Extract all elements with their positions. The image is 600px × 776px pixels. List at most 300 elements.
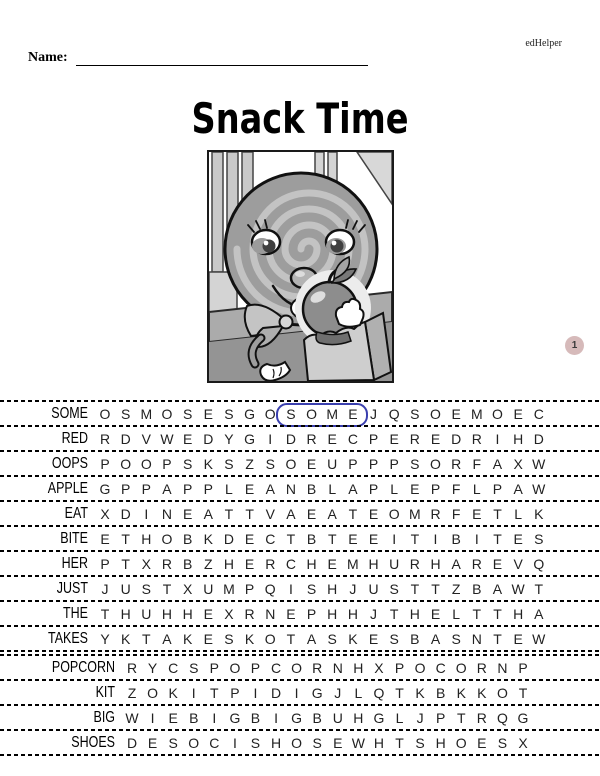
grid-letter: S bbox=[182, 455, 193, 472]
grid-letter: E bbox=[100, 530, 110, 547]
grid-letter: P bbox=[368, 480, 379, 497]
grid-letter: J bbox=[416, 709, 424, 726]
letter-grid-row bbox=[98, 506, 546, 522]
grid-letter: I bbox=[232, 734, 237, 751]
grid-letter: E bbox=[203, 405, 213, 422]
grid-letter: Z bbox=[245, 455, 254, 472]
grid-letter: A bbox=[265, 480, 275, 497]
grid-letter: H bbox=[435, 734, 446, 751]
grid-letter: D bbox=[120, 430, 131, 447]
grid-letter: P bbox=[100, 455, 110, 472]
grid-letter: E bbox=[451, 405, 461, 422]
word-search-table-1 bbox=[0, 402, 600, 652]
grid-letter: H bbox=[409, 605, 420, 622]
grid-letter: W bbox=[125, 709, 139, 726]
grid-letter: S bbox=[451, 630, 461, 647]
grid-letter: L bbox=[354, 684, 363, 701]
grid-letter: H bbox=[430, 555, 441, 572]
grid-letter: T bbox=[493, 530, 502, 547]
grid-letter: A bbox=[513, 480, 523, 497]
grid-letter: P bbox=[209, 659, 219, 676]
word-row bbox=[0, 452, 600, 475]
grid-letter: G bbox=[517, 709, 529, 726]
grid-letter: T bbox=[472, 605, 482, 622]
grid-letter: L bbox=[225, 480, 233, 497]
word-label: SOME bbox=[51, 404, 88, 422]
grid-letter: A bbox=[306, 630, 317, 647]
grid-letter: C bbox=[435, 659, 446, 676]
grid-letter: U bbox=[327, 455, 338, 472]
grid-letter: D bbox=[126, 734, 138, 751]
word-row bbox=[0, 502, 600, 525]
grid-letter: X bbox=[518, 734, 528, 751]
grid-letter: I bbox=[294, 684, 299, 701]
grid-letter: S bbox=[224, 630, 234, 647]
word-search bbox=[0, 400, 600, 756]
word-search-table-2 bbox=[0, 656, 600, 756]
grid-letter: H bbox=[513, 430, 524, 447]
grid-letter: T bbox=[493, 605, 502, 622]
grid-letter: R bbox=[161, 555, 173, 572]
grid-letter: T bbox=[210, 684, 219, 701]
grid-letter: Q bbox=[264, 580, 276, 597]
grid-letter: N bbox=[332, 659, 343, 676]
grid-letter: P bbox=[368, 455, 379, 472]
grid-letter: I bbox=[253, 684, 258, 701]
grid-letter: O bbox=[455, 734, 467, 751]
grid-letter: F bbox=[451, 480, 461, 497]
grid-letter: A bbox=[534, 605, 544, 622]
grid-letter: J bbox=[370, 605, 378, 622]
grid-letter: H bbox=[353, 659, 364, 676]
page-title: Snack Time bbox=[191, 94, 409, 143]
page-number-badge: 1 bbox=[565, 336, 584, 355]
grid-letter: R bbox=[312, 659, 323, 676]
grid-letter: O bbox=[229, 659, 241, 676]
grid-letter: E bbox=[327, 430, 337, 447]
grid-letter: T bbox=[162, 580, 172, 597]
grid-letter: H bbox=[327, 580, 338, 597]
grid-letter: K bbox=[456, 684, 466, 701]
grid-letter: O bbox=[455, 659, 467, 676]
grid-letter: M bbox=[470, 405, 483, 422]
grid-letter: N bbox=[285, 480, 296, 497]
grid-letter: K bbox=[168, 684, 178, 701]
grid-letter: O bbox=[414, 659, 426, 676]
grid-letter: O bbox=[388, 505, 400, 522]
grid-letter: T bbox=[518, 684, 528, 701]
grid-letter: Y bbox=[100, 630, 110, 647]
grid-letter: T bbox=[142, 630, 151, 647]
word-label: KIT bbox=[95, 683, 115, 701]
grid-letter: C bbox=[347, 430, 358, 447]
grid-letter: A bbox=[348, 480, 358, 497]
grid-letter: H bbox=[368, 555, 379, 572]
grid-letter: O bbox=[306, 405, 317, 422]
grid-letter: Q bbox=[388, 405, 400, 422]
grid-letter: X bbox=[224, 605, 234, 622]
grid-letter: B bbox=[189, 709, 199, 726]
grid-letter: R bbox=[306, 430, 317, 447]
grid-letter: C bbox=[168, 659, 179, 676]
grid-letter: L bbox=[514, 505, 523, 522]
grid-letter: E bbox=[168, 709, 178, 726]
grid-letter: T bbox=[493, 505, 502, 522]
grid-letter: N bbox=[497, 659, 508, 676]
grid-letter: E bbox=[368, 630, 379, 647]
grid-letter: P bbox=[492, 480, 503, 497]
grid-letter: H bbox=[120, 605, 131, 622]
grid-letter: R bbox=[451, 455, 462, 472]
grid-letter: R bbox=[471, 430, 482, 447]
letter-grid-row bbox=[125, 685, 530, 701]
circled-word-outline bbox=[276, 403, 368, 427]
grid-letter: W bbox=[532, 480, 546, 497]
grid-letter: P bbox=[394, 659, 405, 676]
grid-letter: E bbox=[244, 555, 255, 572]
grid-letter: N bbox=[471, 630, 482, 647]
grid-letter: B bbox=[182, 555, 193, 572]
grid-letter: C bbox=[209, 734, 220, 751]
word-label: HER bbox=[61, 554, 88, 572]
grid-letter: E bbox=[306, 455, 317, 472]
grid-letter: P bbox=[100, 555, 110, 572]
grid-letter: D bbox=[533, 430, 544, 447]
name-blank-line bbox=[76, 52, 368, 66]
grid-letter: K bbox=[534, 505, 544, 522]
grid-letter: S bbox=[265, 455, 275, 472]
grid-letter: O bbox=[161, 405, 173, 422]
grid-letter: P bbox=[230, 684, 240, 701]
grid-letter: B bbox=[451, 530, 461, 547]
grid-letter: K bbox=[477, 684, 487, 701]
grid-letter: D bbox=[285, 430, 296, 447]
grid-letter: B bbox=[250, 709, 261, 726]
grid-letter: P bbox=[518, 659, 528, 676]
grid-letter: S bbox=[182, 405, 193, 422]
grid-letter: U bbox=[141, 605, 152, 622]
grid-letter: K bbox=[203, 455, 213, 472]
grid-letter: B bbox=[306, 530, 317, 547]
grid-letter: E bbox=[477, 734, 487, 751]
grid-letter: I bbox=[274, 709, 278, 726]
grid-letter: X bbox=[100, 505, 110, 522]
grid-letter: S bbox=[389, 580, 399, 597]
grid-letter: T bbox=[348, 505, 358, 522]
word-label: THE bbox=[63, 604, 88, 622]
grid-letter: H bbox=[182, 605, 193, 622]
grid-letter: V bbox=[265, 505, 275, 522]
word-label: JUST bbox=[56, 579, 88, 597]
word-row bbox=[0, 681, 600, 704]
grid-letter: V bbox=[141, 430, 151, 447]
grid-letter: P bbox=[436, 709, 446, 726]
grid-letter: R bbox=[476, 659, 487, 676]
letter-grid-row bbox=[98, 531, 546, 547]
grid-letter: L bbox=[452, 605, 461, 622]
grid-letter: E bbox=[513, 405, 523, 422]
grid-letter: K bbox=[244, 630, 255, 647]
letter-grid-row bbox=[98, 631, 546, 647]
name-row bbox=[28, 50, 368, 66]
grid-letter: S bbox=[224, 405, 234, 422]
grid-letter: J bbox=[101, 580, 109, 597]
grid-letter: U bbox=[368, 580, 379, 597]
grid-letter: I bbox=[191, 684, 196, 701]
grid-letter: R bbox=[265, 555, 276, 572]
grid-letter: P bbox=[389, 455, 399, 472]
letter-grid-row bbox=[98, 556, 546, 572]
grid-letter: D bbox=[203, 430, 214, 447]
grid-letter: H bbox=[353, 709, 364, 726]
grid-letter: S bbox=[410, 405, 420, 422]
grid-letter: S bbox=[534, 530, 544, 547]
grid-letter: S bbox=[168, 734, 178, 751]
grid-letter: W bbox=[160, 430, 174, 447]
grid-letter: E bbox=[430, 430, 441, 447]
grid-letter: G bbox=[244, 405, 256, 422]
grid-letter: E bbox=[182, 505, 193, 522]
grid-letter: L bbox=[472, 480, 481, 497]
grid-letter: P bbox=[368, 430, 379, 447]
grid-letter: O bbox=[264, 405, 276, 422]
grid-letter: H bbox=[306, 555, 317, 572]
grid-letter: W bbox=[511, 580, 525, 597]
grid-letter: E bbox=[333, 734, 343, 751]
grid-letter: D bbox=[270, 684, 282, 701]
grid-letter: T bbox=[493, 630, 502, 647]
grid-letter: S bbox=[189, 659, 199, 676]
grid-letter: J bbox=[349, 580, 357, 597]
grid-letter: I bbox=[150, 709, 155, 726]
grid-letter: O bbox=[430, 455, 441, 472]
grid-letter: E bbox=[472, 505, 482, 522]
grid-letter: R bbox=[126, 659, 138, 676]
grid-letter: B bbox=[410, 630, 420, 647]
grid-letter: B bbox=[436, 684, 446, 701]
grid-letter: O bbox=[430, 405, 441, 422]
grid-letter: O bbox=[291, 659, 303, 676]
word-label: EAT bbox=[64, 504, 88, 522]
grid-letter: S bbox=[141, 580, 151, 597]
name-label: Name: bbox=[28, 50, 68, 65]
grid-letter: R bbox=[476, 709, 487, 726]
grid-letter: F bbox=[451, 505, 461, 522]
grid-letter: U bbox=[389, 555, 400, 572]
grid-letter: M bbox=[409, 505, 421, 522]
grid-letter: S bbox=[286, 405, 296, 422]
grid-letter: H bbox=[373, 734, 384, 751]
grid-letter: A bbox=[430, 630, 441, 647]
word-label: POPCORN bbox=[51, 658, 115, 676]
grid-letter: K bbox=[182, 630, 193, 647]
grid-letter: G bbox=[229, 709, 241, 726]
grid-letter: J bbox=[370, 405, 378, 422]
word-row bbox=[0, 706, 600, 729]
grid-letter: W bbox=[532, 455, 546, 472]
grid-letter: O bbox=[140, 455, 152, 472]
grid-letter: O bbox=[285, 455, 297, 472]
grid-letter: T bbox=[456, 709, 466, 726]
grid-letter: P bbox=[120, 480, 131, 497]
grid-letter: G bbox=[244, 430, 256, 447]
letter-grid-row bbox=[125, 735, 530, 751]
grid-letter: O bbox=[188, 734, 200, 751]
grid-letter: E bbox=[327, 555, 337, 572]
grid-letter: K bbox=[415, 684, 425, 701]
grid-letter: K bbox=[120, 630, 131, 647]
grid-letter: D bbox=[223, 530, 234, 547]
grid-letter: E bbox=[306, 505, 317, 522]
grid-letter: W bbox=[351, 734, 365, 751]
grid-letter: P bbox=[306, 605, 317, 622]
grid-letter: T bbox=[395, 684, 404, 701]
grid-letter: H bbox=[141, 530, 152, 547]
grid-letter: G bbox=[291, 709, 303, 726]
grid-letter: S bbox=[312, 734, 322, 751]
letter-grid-row bbox=[98, 581, 546, 597]
grid-letter: M bbox=[140, 405, 153, 422]
grid-letter: S bbox=[120, 405, 131, 422]
grid-letter: O bbox=[147, 684, 159, 701]
grid-letter: A bbox=[162, 480, 172, 497]
word-label: BITE bbox=[60, 529, 88, 547]
letter-grid-row bbox=[98, 456, 546, 472]
grid-letter: A bbox=[162, 630, 172, 647]
grid-letter: O bbox=[99, 405, 111, 422]
grid-letter: H bbox=[223, 555, 234, 572]
grid-letter: G bbox=[373, 709, 385, 726]
word-row bbox=[0, 577, 600, 600]
grid-letter: I bbox=[288, 580, 293, 597]
grid-letter: P bbox=[244, 580, 255, 597]
word-row bbox=[0, 731, 600, 754]
grid-letter: E bbox=[430, 605, 441, 622]
grid-letter: A bbox=[286, 505, 296, 522]
grid-letter: S bbox=[250, 734, 261, 751]
grid-letter: A bbox=[492, 455, 503, 472]
word-row bbox=[0, 627, 600, 650]
grid-letter: A bbox=[327, 505, 337, 522]
grid-letter: R bbox=[99, 430, 111, 447]
grid-letter: P bbox=[250, 659, 261, 676]
grid-letter: Y bbox=[147, 659, 158, 676]
grid-letter: P bbox=[162, 455, 172, 472]
grid-letter: S bbox=[497, 734, 508, 751]
grid-letter: E bbox=[147, 734, 158, 751]
grid-letter: U bbox=[332, 709, 343, 726]
letter-grid-row bbox=[98, 481, 546, 497]
grid-letter: B bbox=[312, 709, 322, 726]
grid-letter: Z bbox=[204, 555, 213, 572]
word-label: SHOES bbox=[71, 733, 115, 751]
grid-letter: R bbox=[409, 555, 420, 572]
grid-letter: B bbox=[182, 530, 193, 547]
grid-letter: F bbox=[472, 455, 482, 472]
word-row bbox=[0, 656, 600, 679]
word-label: TAKES bbox=[48, 629, 88, 647]
grid-letter: E bbox=[368, 505, 379, 522]
grid-letter: L bbox=[328, 480, 337, 497]
grid-letter: A bbox=[203, 505, 213, 522]
grid-letter: X bbox=[374, 659, 384, 676]
grid-letter: E bbox=[410, 480, 420, 497]
word-row bbox=[0, 527, 600, 550]
grid-letter: H bbox=[270, 734, 282, 751]
edhelper-logo: edHelper bbox=[525, 38, 562, 49]
grid-letter: T bbox=[286, 530, 296, 547]
grid-letter: E bbox=[389, 430, 399, 447]
word-label: OOPS bbox=[51, 454, 88, 472]
grid-letter: X bbox=[141, 555, 151, 572]
grid-letter: G bbox=[99, 480, 111, 497]
word-row bbox=[0, 427, 600, 450]
grid-letter: E bbox=[203, 605, 213, 622]
grid-letter: T bbox=[100, 605, 110, 622]
grid-letter: T bbox=[286, 630, 296, 647]
grid-letter: P bbox=[182, 480, 193, 497]
grid-letter: S bbox=[410, 455, 420, 472]
grid-letter: E bbox=[244, 530, 255, 547]
grid-letter: O bbox=[161, 530, 173, 547]
grid-letter: P bbox=[141, 480, 151, 497]
grid-letter: T bbox=[410, 580, 420, 597]
grid-letter: T bbox=[327, 530, 337, 547]
grid-letter: H bbox=[513, 605, 524, 622]
illustration-frame bbox=[207, 150, 394, 383]
grid-letter: P bbox=[430, 480, 441, 497]
grid-letter: C bbox=[265, 530, 276, 547]
grid-letter: E bbox=[348, 530, 358, 547]
grid-letter: E bbox=[182, 430, 193, 447]
letter-grid-row bbox=[125, 660, 530, 676]
grid-letter: I bbox=[392, 530, 397, 547]
grid-letter: D bbox=[120, 505, 131, 522]
grid-letter: O bbox=[264, 630, 276, 647]
grid-letter: E bbox=[203, 630, 213, 647]
grid-letter: I bbox=[144, 505, 149, 522]
grid-letter: T bbox=[121, 555, 130, 572]
word-row bbox=[0, 602, 600, 625]
grid-letter: K bbox=[348, 630, 358, 647]
grid-letter: H bbox=[161, 605, 173, 622]
grid-letter: Y bbox=[224, 430, 234, 447]
grid-letter: N bbox=[265, 605, 276, 622]
grid-letter: I bbox=[433, 530, 438, 547]
word-label: BIG bbox=[93, 708, 115, 726]
grid-letter: O bbox=[492, 405, 503, 422]
grid-letter: S bbox=[306, 580, 317, 597]
grid-letter: H bbox=[327, 605, 338, 622]
grid-letter: A bbox=[451, 555, 461, 572]
word-row bbox=[0, 402, 600, 425]
grid-letter: T bbox=[224, 505, 234, 522]
grid-letter: O bbox=[496, 684, 508, 701]
grid-letter: T bbox=[395, 734, 404, 751]
grid-letter: C bbox=[533, 405, 544, 422]
grid-letter: X bbox=[182, 580, 193, 597]
grid-letter: E bbox=[492, 555, 503, 572]
grid-letter: R bbox=[409, 430, 420, 447]
grid-letter: L bbox=[395, 709, 404, 726]
grid-letter: C bbox=[270, 659, 282, 676]
grid-letter: U bbox=[120, 580, 131, 597]
grid-letter: Z bbox=[127, 684, 137, 701]
grid-letter: E bbox=[244, 480, 255, 497]
grid-letter: P bbox=[348, 455, 358, 472]
grid-letter: W bbox=[532, 630, 546, 647]
snack-illustration bbox=[209, 152, 392, 381]
